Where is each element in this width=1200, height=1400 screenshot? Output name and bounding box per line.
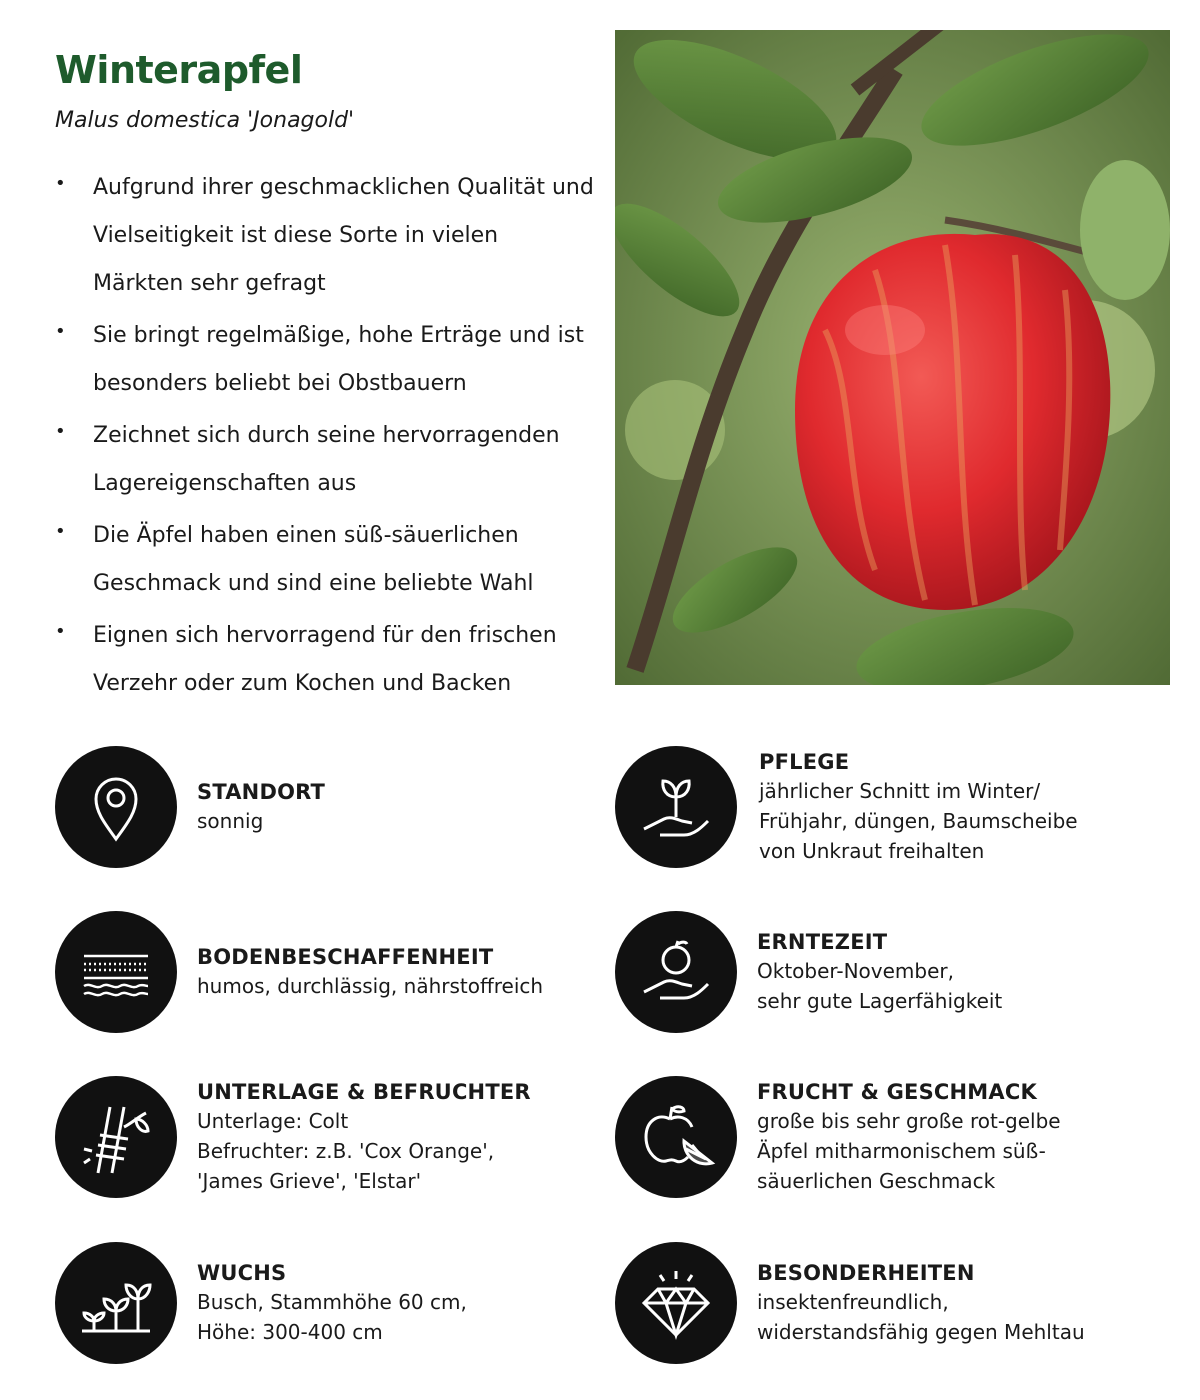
info-wuchs (55, 1242, 467, 1364)
unterlage-heading: UNTERLAGE & BEFRUCHTER (197, 1080, 531, 1104)
wuchs-heading: WUCHS (197, 1261, 287, 1285)
frucht-text: große bis sehr große rot-gelbe Äpfel mitharmonischem süß- säuerlichen Geschmack (757, 1109, 1061, 1193)
info-standort (55, 746, 325, 868)
diamond-icon (615, 1242, 737, 1364)
feature-list (55, 164, 595, 712)
bullet-icon: • (55, 521, 66, 542)
erntezeit-text: Oktober-November, sehr gute Lagerfähigkeit (757, 959, 1003, 1013)
info-frucht (615, 1076, 1061, 1198)
info-boden (55, 911, 543, 1033)
feature-item: • Sie bringt regelmäßige, hohe Erträge und ist besonders beliebt bei Obstbauern (55, 312, 595, 408)
feature-item: • Aufgrund ihrer geschmacklichen Qualität und Vielseitigkeit ist diese Sorte in vielen Märkten sehr gefragt (55, 164, 595, 308)
bullet-icon: • (55, 421, 66, 442)
page-title: Winterapfel (55, 48, 303, 92)
unterlage-text: Unterlage: Colt Befruchter: z.B. 'Cox Orange', 'James Grieve', 'Elstar' (197, 1109, 495, 1193)
botanical-name: Malus domestica 'Jonagold' (55, 108, 355, 133)
info-unterlage (55, 1076, 531, 1198)
frucht-heading: FRUCHT & GESCHMACK (757, 1080, 1037, 1104)
soil-layers-icon (55, 911, 177, 1033)
besonderheiten-text: insektenfreundlich, widerstandsfähig gegen Mehltau (757, 1290, 1085, 1344)
pflege-heading: PFLEGE (759, 750, 850, 774)
info-besonderheiten (615, 1242, 1085, 1364)
wuchs-text: Busch, Stammhöhe 60 cm, Höhe: 300-400 cm (197, 1290, 467, 1344)
feature-item: • Eignen sich hervorragend für den frischen Verzehr oder zum Kochen und Backen (55, 612, 595, 708)
feature-item: • Zeichnet sich durch seine hervorragenden Lagereigenschaften aus (55, 412, 595, 508)
location-pin-icon (55, 746, 177, 868)
standort-text: sonnig (197, 809, 264, 833)
seedling-hand-icon (615, 746, 737, 868)
bullet-icon: • (55, 321, 66, 342)
bullet-icon: • (55, 621, 66, 642)
fruit-hand-icon (615, 911, 737, 1033)
plant-growth-icon (55, 1242, 177, 1364)
info-erntezeit (615, 911, 1002, 1033)
besonderheiten-heading: BESONDERHEITEN (757, 1261, 975, 1285)
pflege-text: jährlicher Schnitt im Winter/ Frühjahr, düngen, Baumscheibe von Unkraut freihalten (759, 779, 1078, 863)
apple-orange-icon (615, 1076, 737, 1198)
apple-photo (615, 30, 1170, 685)
boden-heading: BODENBESCHAFFENHEIT (197, 945, 494, 969)
standort-heading: STANDORT (197, 780, 326, 804)
boden-text: humos, durchlässig, nährstoffreich (197, 974, 544, 998)
info-pflege (615, 746, 1078, 868)
feature-item: • Die Äpfel haben einen süß-säuerlichen Geschmack und sind eine beliebte Wahl (55, 512, 595, 608)
graft-branch-icon (55, 1076, 177, 1198)
bullet-icon: • (55, 173, 66, 194)
erntezeit-heading: ERNTEZEIT (757, 930, 888, 954)
